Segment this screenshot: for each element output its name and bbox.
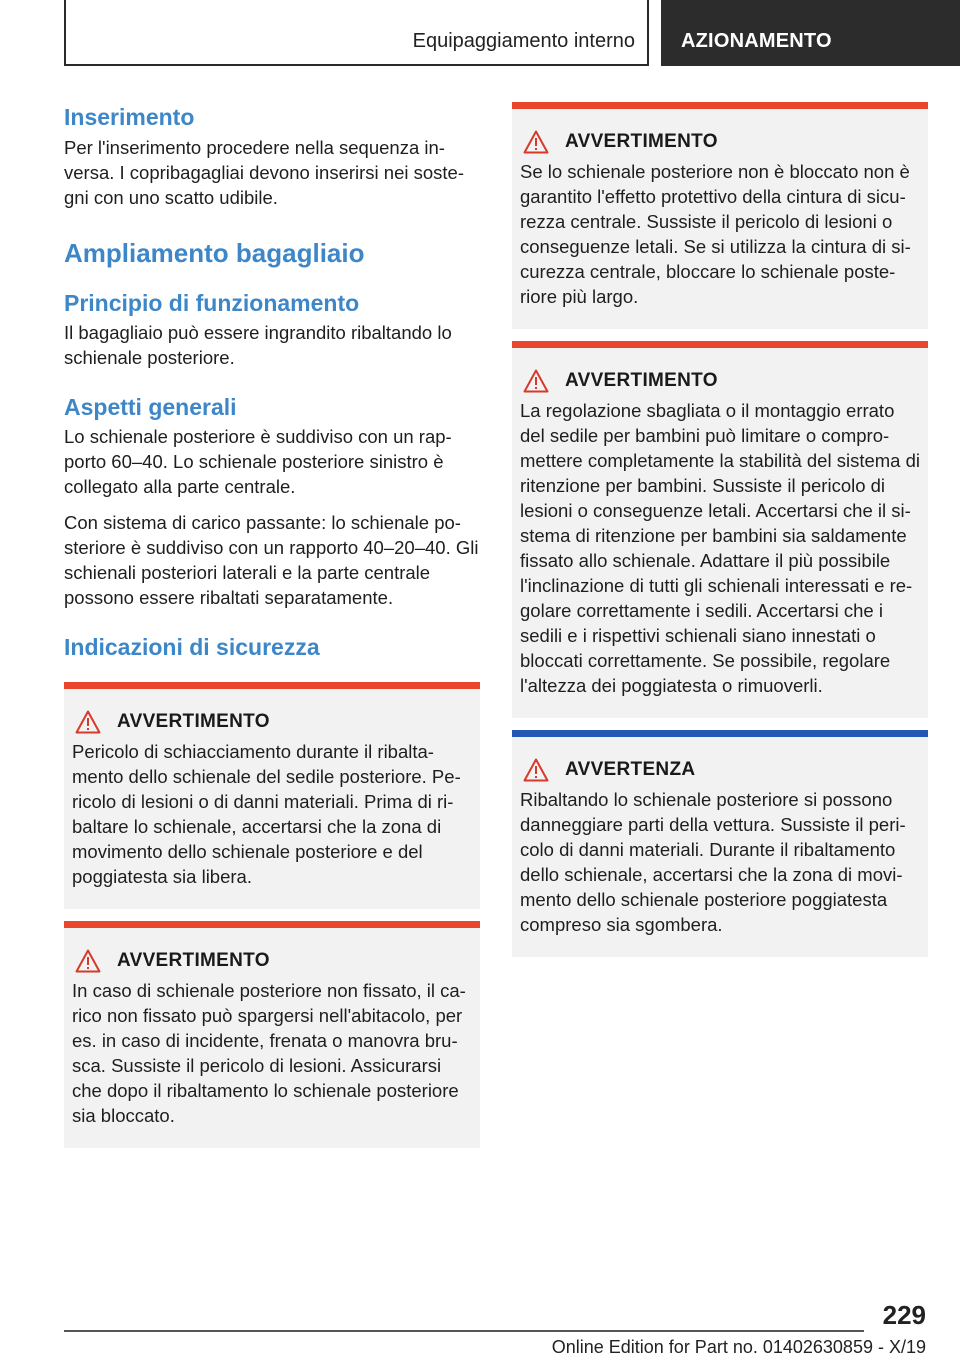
warning-title: AVVERTIMENTO [565, 131, 718, 152]
warning-box-3 [512, 102, 928, 329]
right-column [512, 102, 928, 957]
notice-box [512, 730, 928, 957]
heading-ampliamento: Ampliamento bagagliaio [64, 238, 365, 268]
warning-box-1 [64, 682, 480, 909]
warning-title: AVVERTIMENTO [565, 370, 718, 391]
footer-divider [64, 1330, 864, 1332]
warning-box-4 [512, 341, 928, 718]
warning-title: AVVERTIMENTO [117, 950, 270, 971]
warning-text: La regolazione sbagliata o il montaggio errato del sedile per bambini può limitare o compro-mettere completamente la stabilità del sistema di ritenzione per bambini. Sussiste il pericolo di lesioni o conseguenze letali. Accertarsi che il si-stema di ritenzione per bambini sia saldamente fissato allo schienale. Adattare il più possibile l'inclinazione di tutti gli schienali interessati e re-golare correttamente i sedili. Accertarsi che i sedili e i rispettivi schienali siano innestati o bloccati correttamente. Se possibile, regolare l'altezza dei poggiatesta o rimuoverli. [520, 400, 920, 696]
paragraph-aspetti-1: Lo schienale posteriore è suddiviso con un rap-porto 60–40. Lo schienale posteriore sinistro è collegato alla parte centrale. [64, 426, 452, 497]
paragraph-aspetti-2: Con sistema di carico passante: lo schienale po-steriore è suddiviso con un rapporto 40–20–40. Gli schienali posteriori laterali e la parte centrale possono essere ribaltati separatamente. [64, 512, 479, 608]
left-column [64, 102, 480, 1148]
paragraph-principio: Il bagagliaio può essere ingrandito ribaltando lo schienale posteriore. [64, 322, 452, 368]
warning-text: Pericolo di schiacciamento durante il ribalta-mento dello schienale del sedile posteriore. Pe-ricolo di lesioni o di danni materiali. Prima di ri-baltare lo schienale, accertarsi che la zona di movimento dello schienale posteriore e del poggiatesta sia libera. [72, 741, 461, 887]
header-chapter-tab [661, 0, 960, 66]
warning-text: Se lo schienale posteriore non è bloccato non è garantito l'effetto protettivo della cintura di sicu-rezza centrale. Sussiste il pericolo di lesioni o conseguenze letali. Se si utilizza la cintura di si-curezza centrale, bloccare lo schienale poste-riore più largo. [520, 161, 911, 307]
warning-text: In caso di schienale posteriore non fissato, il ca-rico non fissato può spargersi nell'abitacolo, per es. in caso di incidente, frenata o manovra bru-sca. Sussiste il pericolo di lesioni. Assicurarsi che dopo il ribaltamento lo schienale posteriore sia bloccato. [72, 980, 466, 1126]
header-section-tab [64, 0, 649, 66]
header-section-title: Equipaggiamento interno [412, 30, 635, 52]
warning-triangle-icon [75, 710, 101, 734]
warning-box-2 [64, 921, 480, 1148]
heading-principio: Principio di funzionamento [64, 290, 360, 316]
notice-text: Ribaltando lo schienale posteriore si possono danneggiare parti della vettura. Sussiste il peri-colo di danni materiali. Durante il ribaltamento dello schienale, accertarsi che la zona di movi-mento dello schienale posteriore poggiatesta compreso sia sgombera. [520, 789, 906, 935]
warning-triangle-icon [523, 130, 549, 154]
heading-sicurezza: Indicazioni di sicurezza [64, 634, 320, 660]
paragraph-inserimento: Per l'inserimento procedere nella sequenza in-versa. I copribagagliai devono inserirsi nei soste-gni con uno scatto udibile. [64, 137, 465, 208]
notice-triangle-icon [523, 758, 549, 782]
header-chapter-title: AZIONAMENTO [681, 30, 832, 52]
heading-aspetti: Aspetti generali [64, 394, 237, 420]
warning-title: AVVERTIMENTO [117, 711, 270, 732]
warning-triangle-icon [75, 949, 101, 973]
heading-inserimento: Inserimento [64, 104, 195, 130]
footer-edition: Online Edition for Part no. 01402630859 - X/19 [551, 1337, 926, 1357]
notice-title: AVVERTENZA [565, 759, 696, 780]
warning-triangle-icon [523, 369, 549, 393]
page-number: 229 [882, 1300, 926, 1330]
